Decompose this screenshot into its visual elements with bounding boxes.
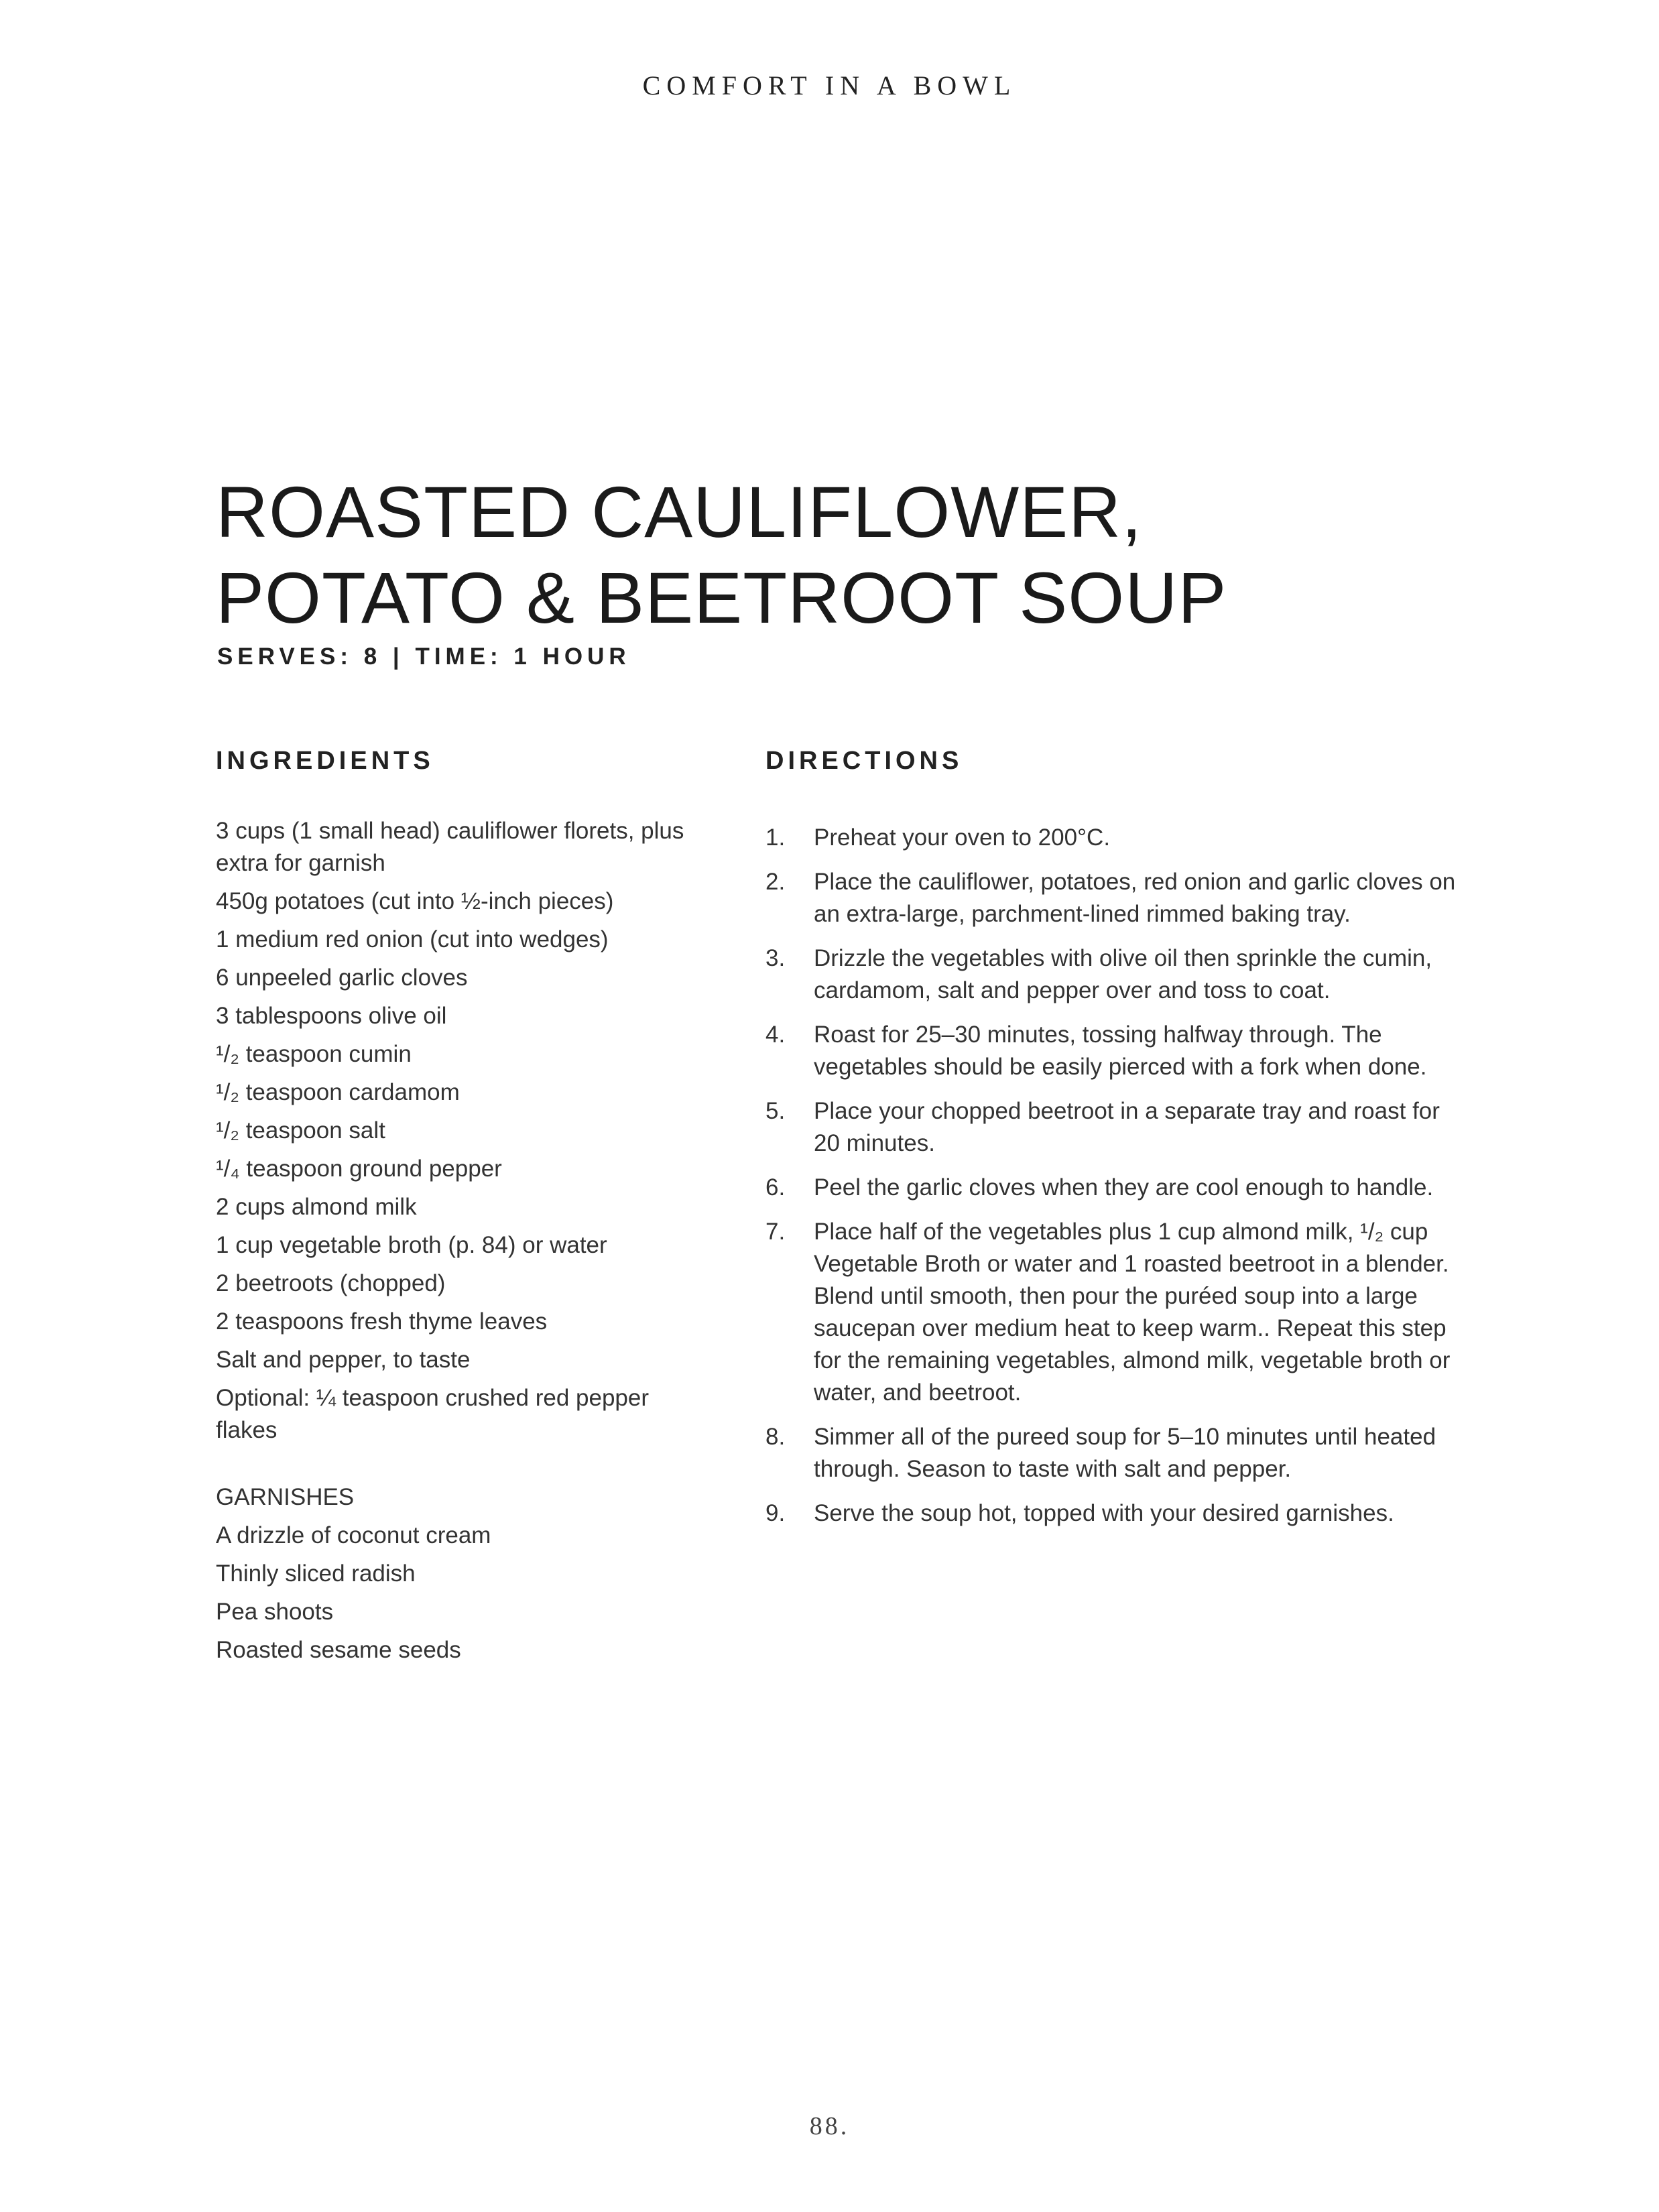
ingredient-item: ¹/₄ teaspoon ground pepper: [216, 1156, 502, 1182]
directions-list: [765, 822, 1463, 1530]
ingredient-item: 2 cups almond milk: [216, 1194, 417, 1220]
ingredients-column: [216, 815, 698, 1672]
step-number: 9.: [765, 1500, 786, 1526]
ingredient-item: 450g potatoes (cut into ½-inch pieces): [216, 888, 614, 914]
step-text: Place half of the vegetables plus 1 cup almond milk, ¹/₂ cup Vegetable Broth or water and 1 roasted beetroot in a blender. Blend until smooth, then pour the puréed soup into a large saucepan over medium heat to keep warm.. Repeat this step for the remaining vegetables, almond milk, vegetable broth or water, and beetroot.: [814, 1219, 1451, 1406]
direction-step: [765, 866, 1463, 930]
title-line-2: POTATO & BEETROOT SOUP: [216, 557, 1227, 638]
page-number: 88.: [809, 2112, 850, 2140]
step-text: Preheat your oven to 200°C.: [814, 824, 1111, 851]
step-number: 4.: [765, 1022, 786, 1048]
ingredient-item: 1 cup vegetable broth (p. 84) or water: [216, 1232, 607, 1258]
ingredient-item: 2 beetroots (chopped): [216, 1270, 446, 1296]
ingredient-item: Optional: ¼ teaspoon crushed red pepper flakes: [216, 1385, 649, 1443]
garnish-item: Thinly sliced radish: [216, 1560, 416, 1587]
direction-step: [765, 1172, 1463, 1204]
step-number: 1.: [765, 824, 786, 851]
direction-step: [765, 1095, 1463, 1160]
step-text: Place your chopped beetroot in a separate tray and roast for 20 minutes.: [814, 1098, 1440, 1156]
garnishes-heading: GARNISHES: [216, 1484, 355, 1510]
garnish-item: A drizzle of coconut cream: [216, 1522, 491, 1548]
directions-column: [765, 822, 1463, 1542]
step-text: Place the cauliflower, potatoes, red onion and garlic cloves on an extra-large, parchment-lined rimmed baking tray.: [814, 869, 1456, 927]
step-text: Roast for 25–30 minutes, tossing halfway through. The vegetables should be easily pierced with a fork when done.: [814, 1022, 1427, 1080]
ingredient-item: 6 unpeeled garlic cloves: [216, 965, 468, 991]
ingredient-item: 2 teaspoons fresh thyme leaves: [216, 1308, 548, 1335]
direction-step: [765, 942, 1463, 1007]
step-number: 6.: [765, 1174, 786, 1201]
ingredient-item: 1 medium red onion (cut into wedges): [216, 926, 609, 953]
serves-time: SERVES: 8 | TIME: 1 HOUR: [217, 643, 631, 670]
garnish-item: Roasted sesame seeds: [216, 1637, 461, 1663]
direction-step: [765, 1019, 1463, 1083]
step-number: 5.: [765, 1098, 786, 1124]
garnish-item: Pea shoots: [216, 1599, 334, 1625]
step-number: 7.: [765, 1219, 786, 1245]
direction-step: [765, 1216, 1463, 1409]
title-line-1: ROASTED CAULIFLOWER,: [216, 471, 1143, 552]
step-number: 3.: [765, 945, 786, 971]
step-number: 2.: [765, 869, 786, 895]
ingredients-list: [216, 815, 698, 1447]
ingredient-item: 3 cups (1 small head) cauliflower florets, plus extra for garnish: [216, 818, 684, 876]
running-head: COMFORT IN A BOWL: [642, 70, 1017, 101]
ingredient-item: 3 tablespoons olive oil: [216, 1003, 447, 1029]
ingredient-item: ¹/₂ teaspoon cardamom: [216, 1079, 460, 1105]
direction-step: [765, 1421, 1463, 1485]
directions-heading: DIRECTIONS: [765, 747, 963, 775]
step-number: 8.: [765, 1424, 786, 1450]
step-text: Simmer all of the pureed soup for 5–10 minutes until heated through. Season to taste with salt and pepper.: [814, 1424, 1436, 1482]
direction-step: [765, 1497, 1463, 1530]
ingredient-item: Salt and pepper, to taste: [216, 1347, 471, 1373]
ingredient-item: ¹/₂ teaspoon salt: [216, 1117, 385, 1144]
recipe-title: [216, 469, 1227, 641]
step-text: Serve the soup hot, topped with your desired garnishes.: [814, 1500, 1394, 1526]
ingredient-item: ¹/₂ teaspoon cumin: [216, 1041, 412, 1067]
step-text: Peel the garlic cloves when they are cool enough to handle.: [814, 1174, 1434, 1201]
ingredients-heading: INGREDIENTS: [216, 747, 434, 775]
step-text: Drizzle the vegetables with olive oil then sprinkle the cumin, cardamom, salt and pepper over and toss to coat.: [814, 945, 1432, 1003]
direction-step: [765, 822, 1463, 854]
garnishes-list: [216, 1520, 698, 1666]
